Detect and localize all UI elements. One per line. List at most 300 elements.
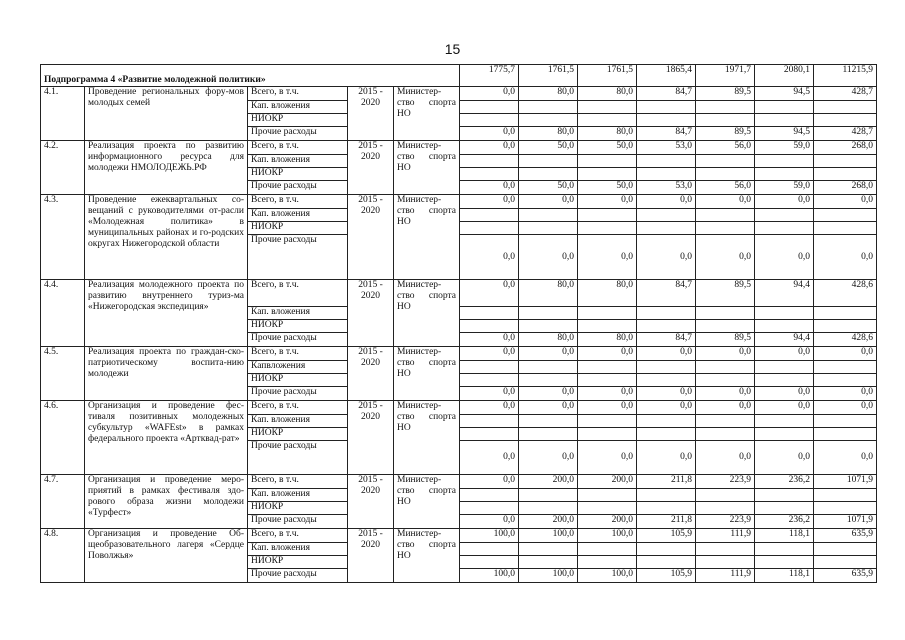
value-cell [519, 307, 578, 320]
value-cell: 0,0 [460, 515, 519, 529]
value-cell [696, 556, 755, 569]
value-cell [696, 543, 755, 556]
value-cell: 50,0 [519, 141, 578, 155]
value-cell [460, 155, 519, 168]
value-cell: 0,0 [460, 235, 519, 280]
item-number: 4.3. [41, 195, 85, 280]
value-cell: 0,0 [696, 195, 755, 209]
expense-label: Кап. вложения [248, 307, 348, 320]
expense-label: Кап. вложения [248, 101, 348, 114]
value-cell [696, 320, 755, 333]
table-row [41, 475, 877, 489]
value-cell: 200,0 [578, 515, 637, 529]
expense-label: Кап. вложения [248, 543, 348, 556]
value-cell [637, 428, 696, 441]
value-cell: 100,0 [519, 569, 578, 583]
value-cell [814, 361, 877, 374]
value-cell [755, 374, 814, 387]
expense-label: НИОКР [248, 502, 348, 515]
value-cell: 0,0 [519, 347, 578, 361]
value-cell [578, 209, 637, 222]
value-cell [460, 361, 519, 374]
value-cell [637, 556, 696, 569]
value-cell: 94,4 [755, 333, 814, 347]
item-name: Реализация проекта по развитию информационного ресурса для молодежи НМОЛОДЕЖЬ.РФ [85, 141, 248, 195]
value-cell [460, 428, 519, 441]
value-cell: 84,7 [637, 333, 696, 347]
item-number: 4.1. [41, 87, 85, 141]
value-cell: 428,7 [814, 127, 877, 141]
item-years: 2015 - 2020 [348, 347, 394, 401]
expense-label: Кап. вложения [248, 209, 348, 222]
value-cell [755, 489, 814, 502]
value-cell: 0,0 [755, 235, 814, 280]
value-cell [755, 168, 814, 181]
value-cell [460, 222, 519, 235]
value-cell [755, 428, 814, 441]
value-cell: 118,1 [755, 529, 814, 543]
value-cell [578, 374, 637, 387]
value-cell [519, 209, 578, 222]
expense-label: Кап. вложения [248, 415, 348, 428]
value-cell: 0,0 [637, 401, 696, 415]
value-cell [519, 428, 578, 441]
value-cell: 80,0 [578, 127, 637, 141]
item-years: 2015 - 2020 [348, 401, 394, 475]
subprogram-total: 1775,7 [460, 65, 519, 87]
value-cell [637, 361, 696, 374]
table-row [41, 347, 877, 361]
expense-label: Всего, в т.ч. [248, 141, 348, 155]
value-cell [637, 222, 696, 235]
value-cell: 0,0 [578, 401, 637, 415]
value-cell [814, 155, 877, 168]
value-cell [578, 556, 637, 569]
table-row [41, 529, 877, 543]
expense-label: Кап. вложения [248, 489, 348, 502]
value-cell: 0,0 [519, 401, 578, 415]
subprogram-total: 1761,5 [578, 65, 637, 87]
value-cell: 0,0 [519, 235, 578, 280]
subprogram-total: 2080,1 [755, 65, 814, 87]
expense-label: Всего, в т.ч. [248, 529, 348, 543]
item-name: Реализация проекта по граждан-ско-патриотическому воспита-нию молодежи [85, 347, 248, 401]
value-cell: 105,9 [637, 569, 696, 583]
value-cell: 0,0 [696, 441, 755, 475]
expense-label: Всего, в т.ч. [248, 87, 348, 101]
item-years: 2015 - 2020 [348, 280, 394, 347]
value-cell [696, 374, 755, 387]
value-cell [755, 543, 814, 556]
value-cell [696, 489, 755, 502]
value-cell: 0,0 [755, 387, 814, 401]
value-cell [637, 168, 696, 181]
value-cell: 0,0 [637, 441, 696, 475]
item-years: 2015 - 2020 [348, 529, 394, 583]
item-name: Проведение ежеквартальных со-вещаний с руководителями от-расли «Молодежная политика» в муниципальных районах и го-родских округах Нижегородской области [85, 195, 248, 280]
item-ministry: Министер-ство спорта НО [394, 280, 460, 347]
expense-label: Прочие расходы [248, 127, 348, 141]
item-number: 4.8. [41, 529, 85, 583]
value-cell [460, 114, 519, 127]
value-cell [814, 101, 877, 114]
budget-table [40, 64, 877, 583]
value-cell: 50,0 [519, 181, 578, 195]
value-cell [578, 415, 637, 428]
value-cell: 0,0 [696, 235, 755, 280]
value-cell: 0,0 [814, 195, 877, 209]
value-cell [696, 428, 755, 441]
table-row [41, 87, 877, 101]
value-cell [814, 222, 877, 235]
expense-label: НИОКР [248, 320, 348, 333]
item-years: 2015 - 2020 [348, 141, 394, 195]
value-cell: 0,0 [755, 401, 814, 415]
value-cell: 100,0 [578, 569, 637, 583]
value-cell [814, 209, 877, 222]
page-number: 15 [444, 41, 461, 57]
value-cell: 53,0 [637, 181, 696, 195]
value-cell [755, 415, 814, 428]
value-cell [814, 415, 877, 428]
value-cell [460, 415, 519, 428]
expense-label: НИОКР [248, 428, 348, 441]
expense-label: Всего, в т.ч. [248, 195, 348, 209]
value-cell: 94,4 [755, 280, 814, 307]
value-cell [814, 556, 877, 569]
value-cell: 59,0 [755, 181, 814, 195]
value-cell: 428,7 [814, 87, 877, 101]
table-row [41, 280, 877, 307]
subprogram-total: 1761,5 [519, 65, 578, 87]
value-cell: 1071,9 [814, 475, 877, 489]
value-cell: 0,0 [460, 280, 519, 307]
item-years: 2015 - 2020 [348, 195, 394, 280]
value-cell [578, 168, 637, 181]
value-cell: 0,0 [637, 347, 696, 361]
value-cell: 0,0 [814, 401, 877, 415]
value-cell: 80,0 [519, 280, 578, 307]
value-cell: 0,0 [696, 387, 755, 401]
value-cell [460, 209, 519, 222]
expense-label: Прочие расходы [248, 387, 348, 401]
item-name: Реализация молодежного проекта по развитию внутреннего туриз-ма «Нижегородская экспедиция» [85, 280, 248, 347]
value-cell [578, 489, 637, 502]
value-cell [460, 320, 519, 333]
value-cell [637, 489, 696, 502]
value-cell: 200,0 [578, 475, 637, 489]
value-cell: 80,0 [578, 280, 637, 307]
value-cell: 236,2 [755, 475, 814, 489]
value-cell: 0,0 [637, 387, 696, 401]
value-cell: 100,0 [578, 529, 637, 543]
value-cell: 635,9 [814, 569, 877, 583]
value-cell [519, 168, 578, 181]
value-cell [755, 222, 814, 235]
value-cell: 100,0 [460, 529, 519, 543]
value-cell [637, 307, 696, 320]
item-years: 2015 - 2020 [348, 475, 394, 529]
value-cell [519, 415, 578, 428]
value-cell: 0,0 [814, 347, 877, 361]
value-cell: 428,6 [814, 280, 877, 307]
value-cell [519, 374, 578, 387]
table-row [41, 141, 877, 155]
value-cell: 0,0 [519, 387, 578, 401]
value-cell: 200,0 [519, 515, 578, 529]
value-cell [696, 307, 755, 320]
value-cell [578, 155, 637, 168]
value-cell: 0,0 [460, 141, 519, 155]
value-cell [755, 502, 814, 515]
value-cell: 428,6 [814, 333, 877, 347]
expense-label: НИОКР [248, 222, 348, 235]
value-cell: 0,0 [696, 401, 755, 415]
value-cell [578, 502, 637, 515]
subprogram-total: 11215,9 [814, 65, 877, 87]
value-cell: 268,0 [814, 141, 877, 155]
item-ministry: Министер-ство спорта НО [394, 347, 460, 401]
item-number: 4.5. [41, 347, 85, 401]
value-cell: 89,5 [696, 87, 755, 101]
value-cell: 0,0 [578, 195, 637, 209]
value-cell [814, 307, 877, 320]
expense-label: НИОКР [248, 168, 348, 181]
value-cell: 0,0 [460, 387, 519, 401]
value-cell [578, 428, 637, 441]
expense-label: Прочие расходы [248, 333, 348, 347]
value-cell: 80,0 [578, 87, 637, 101]
value-cell: 50,0 [578, 181, 637, 195]
value-cell [814, 489, 877, 502]
value-cell [696, 101, 755, 114]
value-cell [696, 209, 755, 222]
value-cell [696, 222, 755, 235]
value-cell: 0,0 [578, 441, 637, 475]
expense-label: Прочие расходы [248, 441, 348, 475]
item-name: Проведение региональных фору-мов молодых семей [85, 87, 248, 141]
value-cell [814, 114, 877, 127]
value-cell: 0,0 [519, 195, 578, 209]
value-cell: 0,0 [578, 235, 637, 280]
value-cell [460, 374, 519, 387]
value-cell: 111,9 [696, 569, 755, 583]
expense-label: НИОКР [248, 556, 348, 569]
item-number: 4.2. [41, 141, 85, 195]
value-cell: 84,7 [637, 280, 696, 307]
item-ministry: Министер-ство спорта НО [394, 529, 460, 583]
value-cell [696, 168, 755, 181]
value-cell [578, 543, 637, 556]
value-cell: 0,0 [460, 181, 519, 195]
value-cell [519, 155, 578, 168]
value-cell [519, 114, 578, 127]
value-cell: 0,0 [460, 195, 519, 209]
value-cell [814, 374, 877, 387]
value-cell [755, 320, 814, 333]
value-cell [637, 502, 696, 515]
value-cell [637, 101, 696, 114]
value-cell [637, 155, 696, 168]
value-cell: 236,2 [755, 515, 814, 529]
value-cell [460, 307, 519, 320]
value-cell: 0,0 [578, 347, 637, 361]
subprogram-total: 1971,7 [696, 65, 755, 87]
item-ministry: Министер-ство спорта НО [394, 475, 460, 529]
value-cell: 111,9 [696, 529, 755, 543]
value-cell [460, 543, 519, 556]
value-cell: 84,7 [637, 127, 696, 141]
value-cell [755, 556, 814, 569]
value-cell: 100,0 [519, 529, 578, 543]
value-cell [578, 222, 637, 235]
item-name: Организация и проведение фес-тиваля позитивных молодежных субкультур «WAFEst» в рамках федерального проекта «Артквад-рат» [85, 401, 248, 475]
expense-label: Кап. вложения [248, 155, 348, 168]
table-row [41, 195, 877, 209]
value-cell: 268,0 [814, 181, 877, 195]
value-cell [578, 101, 637, 114]
value-cell [755, 209, 814, 222]
expense-label: Прочие расходы [248, 569, 348, 583]
value-cell: 0,0 [460, 333, 519, 347]
value-cell [755, 155, 814, 168]
value-cell: 80,0 [519, 333, 578, 347]
expense-label: Всего, в т.ч. [248, 475, 348, 489]
value-cell: 118,1 [755, 569, 814, 583]
item-ministry: Министер-ство спорта НО [394, 195, 460, 280]
value-cell: 0,0 [637, 195, 696, 209]
expense-label: НИОКР [248, 374, 348, 387]
value-cell [755, 307, 814, 320]
value-cell: 0,0 [578, 387, 637, 401]
value-cell [696, 155, 755, 168]
item-number: 4.7. [41, 475, 85, 529]
value-cell: 0,0 [637, 235, 696, 280]
value-cell: 89,5 [696, 127, 755, 141]
subprogram-row [41, 65, 877, 87]
value-cell [460, 168, 519, 181]
value-cell [637, 374, 696, 387]
item-ministry: Министер-ство спорта НО [394, 87, 460, 141]
item-years: 2015 - 2020 [348, 87, 394, 141]
value-cell [696, 114, 755, 127]
value-cell: 0,0 [814, 441, 877, 475]
value-cell [578, 114, 637, 127]
value-cell: 53,0 [637, 141, 696, 155]
value-cell: 89,5 [696, 280, 755, 307]
value-cell [696, 361, 755, 374]
value-cell: 0,0 [814, 235, 877, 280]
value-cell [637, 209, 696, 222]
value-cell: 80,0 [519, 87, 578, 101]
value-cell: 0,0 [460, 127, 519, 141]
value-cell: 0,0 [696, 347, 755, 361]
table-row [41, 401, 877, 415]
expense-label: Капвложения [248, 361, 348, 374]
item-name: Организация и проведение Об-щеобразовательного лагеря «Сердце Поволжья» [85, 529, 248, 583]
value-cell [578, 361, 637, 374]
value-cell: 0,0 [460, 347, 519, 361]
value-cell: 635,9 [814, 529, 877, 543]
value-cell: 50,0 [578, 141, 637, 155]
expense-label: Всего, в т.ч. [248, 401, 348, 415]
value-cell: 200,0 [519, 475, 578, 489]
value-cell: 0,0 [519, 441, 578, 475]
value-cell [637, 543, 696, 556]
value-cell [755, 114, 814, 127]
value-cell: 0,0 [460, 87, 519, 101]
value-cell: 94,5 [755, 127, 814, 141]
value-cell [814, 543, 877, 556]
value-cell [519, 556, 578, 569]
value-cell: 1071,9 [814, 515, 877, 529]
expense-label: Всего, в т.ч. [248, 347, 348, 361]
value-cell [637, 114, 696, 127]
value-cell: 80,0 [578, 333, 637, 347]
value-cell [696, 502, 755, 515]
value-cell [637, 415, 696, 428]
subprogram-title: Подпрограмма 4 «Развитие молодежной политики» [41, 65, 460, 87]
value-cell: 84,7 [637, 87, 696, 101]
value-cell: 211,8 [637, 475, 696, 489]
value-cell: 0,0 [814, 387, 877, 401]
value-cell [519, 489, 578, 502]
value-cell: 0,0 [460, 441, 519, 475]
item-ministry: Министер-ство спорта НО [394, 401, 460, 475]
value-cell [814, 168, 877, 181]
item-ministry: Министер-ство спорта НО [394, 141, 460, 195]
expense-label: Прочие расходы [248, 235, 348, 280]
value-cell: 211,8 [637, 515, 696, 529]
item-number: 4.4. [41, 280, 85, 347]
value-cell: 80,0 [519, 127, 578, 141]
expense-label: Прочие расходы [248, 181, 348, 195]
value-cell: 105,9 [637, 529, 696, 543]
value-cell [519, 502, 578, 515]
value-cell [755, 361, 814, 374]
value-cell: 223,9 [696, 515, 755, 529]
value-cell: 56,0 [696, 181, 755, 195]
item-name: Организация и проведение меро-приятий в рамках фестиваля здо-рового образа жизни молодежи «Турфест» [85, 475, 248, 529]
expense-label: НИОКР [248, 114, 348, 127]
value-cell: 0,0 [755, 195, 814, 209]
expense-label: Прочие расходы [248, 515, 348, 529]
value-cell [578, 307, 637, 320]
value-cell [814, 320, 877, 333]
value-cell: 94,5 [755, 87, 814, 101]
expense-label: Всего, в т.ч. [248, 280, 348, 307]
value-cell: 223,9 [696, 475, 755, 489]
value-cell [578, 320, 637, 333]
value-cell [637, 320, 696, 333]
value-cell [460, 489, 519, 502]
value-cell: 89,5 [696, 333, 755, 347]
value-cell: 100,0 [460, 569, 519, 583]
value-cell: 56,0 [696, 141, 755, 155]
value-cell [460, 556, 519, 569]
value-cell [460, 502, 519, 515]
value-cell: 0,0 [755, 347, 814, 361]
value-cell [519, 361, 578, 374]
value-cell [519, 222, 578, 235]
value-cell: 0,0 [460, 475, 519, 489]
value-cell [519, 543, 578, 556]
value-cell: 59,0 [755, 141, 814, 155]
subprogram-total: 1865,4 [637, 65, 696, 87]
value-cell [755, 101, 814, 114]
value-cell [460, 101, 519, 114]
item-number: 4.6. [41, 401, 85, 475]
